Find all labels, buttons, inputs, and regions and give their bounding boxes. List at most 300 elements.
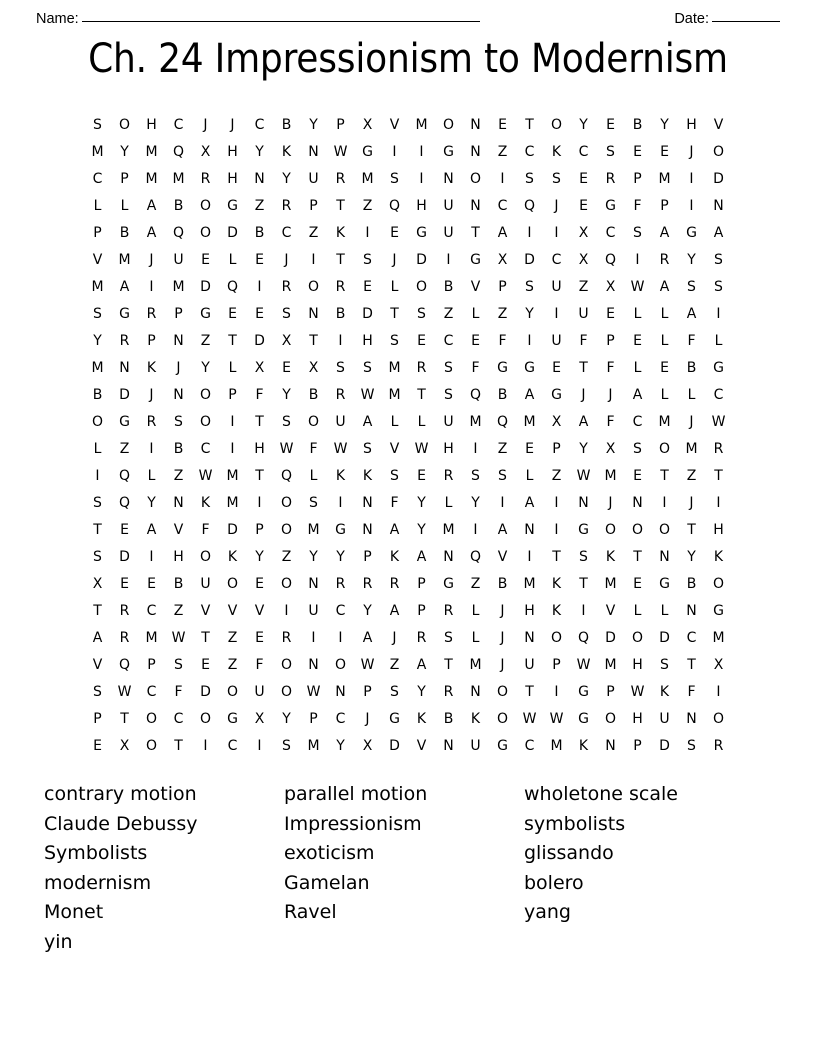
grid-cell[interactable]: U [254,684,265,700]
grid-cell[interactable]: S [93,684,102,700]
grid-cell[interactable]: Q [118,468,131,484]
grid-cell[interactable]: O [199,549,212,565]
grid-cell[interactable]: C [632,414,643,430]
grid-cell[interactable]: T [714,468,723,484]
grid-cell[interactable]: T [336,198,345,214]
grid-cell[interactable]: J [554,198,559,214]
word-list-item[interactable]: yang [524,901,571,924]
grid-cell[interactable]: D [227,522,238,538]
grid-cell[interactable]: R [335,171,346,187]
grid-cell[interactable]: F [606,414,615,430]
grid-cell[interactable]: K [578,738,589,754]
grid-cell[interactable]: I [419,144,424,160]
grid-cell[interactable]: M [145,630,158,646]
grid-cell[interactable]: T [471,225,480,241]
grid-cell[interactable]: Z [308,225,319,241]
grid-cell[interactable]: O [550,117,563,133]
grid-cell[interactable]: M [172,279,185,295]
grid-cell[interactable]: T [579,576,588,592]
grid-cell[interactable]: I [365,225,370,241]
grid-cell[interactable]: E [471,333,480,349]
grid-cell[interactable]: D [416,252,427,268]
grid-cell[interactable]: L [660,603,669,619]
grid-cell[interactable]: G [713,603,724,619]
grid-cell[interactable]: T [633,549,642,565]
grid-cell[interactable]: H [713,522,724,538]
grid-cell[interactable]: C [578,144,589,160]
grid-cell[interactable]: I [257,495,262,511]
grid-cell[interactable]: O [226,576,239,592]
grid-cell[interactable]: F [606,360,615,376]
grid-cell[interactable]: M [388,360,401,376]
grid-cell[interactable]: O [199,387,212,403]
grid-cell[interactable]: P [93,711,102,727]
grid-cell[interactable]: I [95,468,100,484]
grid-cell[interactable]: I [473,441,478,457]
grid-cell[interactable]: Z [686,468,697,484]
grid-cell[interactable]: M [145,171,158,187]
grid-cell[interactable]: P [633,171,642,187]
grid-cell[interactable]: T [660,468,669,484]
grid-cell[interactable]: O [199,225,212,241]
grid-cell[interactable]: F [687,333,696,349]
grid-cell[interactable]: Y [282,387,291,403]
grid-cell[interactable]: L [471,630,480,646]
grid-cell[interactable]: K [389,549,400,565]
grid-cell[interactable]: W [333,144,348,160]
grid-cell[interactable]: X [362,738,373,754]
grid-cell[interactable]: P [336,117,345,133]
word-list-item[interactable]: parallel motion [284,783,428,805]
grid-cell[interactable]: V [605,603,616,619]
grid-cell[interactable]: M [307,522,320,538]
grid-cell[interactable]: E [255,576,264,592]
grid-cell[interactable]: I [554,225,559,241]
grid-cell[interactable]: O [631,630,644,646]
grid-cell[interactable]: X [605,279,616,295]
grid-cell[interactable]: G [119,414,130,430]
grid-cell[interactable]: A [362,414,373,430]
grid-cell[interactable]: A [713,225,724,241]
grid-cell[interactable]: H [227,171,238,187]
grid-cell[interactable]: O [334,657,347,673]
grid-cell[interactable]: P [255,522,264,538]
grid-cell[interactable]: O [145,711,158,727]
grid-cell[interactable]: B [254,225,265,241]
grid-cell[interactable]: A [416,549,427,565]
grid-cell[interactable]: A [659,279,670,295]
grid-cell[interactable]: A [119,279,130,295]
grid-cell[interactable]: M [307,738,320,754]
grid-cell[interactable]: Z [362,198,373,214]
grid-cell[interactable]: B [686,576,697,592]
grid-cell[interactable]: G [605,198,616,214]
grid-cell[interactable]: O [658,441,671,457]
grid-cell[interactable]: G [227,198,238,214]
grid-cell[interactable]: W [279,441,294,457]
grid-cell[interactable]: S [282,306,291,322]
grid-cell[interactable]: B [632,117,643,133]
grid-cell[interactable]: Z [470,576,481,592]
grid-cell[interactable]: Z [227,630,238,646]
grid-cell[interactable]: B [119,225,130,241]
grid-cell[interactable]: Y [309,117,318,133]
grid-cell[interactable]: C [200,441,211,457]
grid-cell[interactable]: P [147,333,156,349]
grid-cell[interactable]: M [388,387,401,403]
grid-cell[interactable]: T [255,468,264,484]
name-write-in-line[interactable] [82,21,480,22]
grid-cell[interactable]: R [335,576,346,592]
grid-cell[interactable]: D [200,279,211,295]
grid-cell[interactable]: C [335,711,346,727]
grid-cell[interactable]: O [199,414,212,430]
grid-cell[interactable]: K [281,144,292,160]
grid-cell[interactable]: E [255,630,264,646]
grid-cell[interactable]: W [171,630,186,646]
grid-cell[interactable]: K [362,468,373,484]
grid-cell[interactable]: R [713,441,724,457]
grid-cell[interactable]: I [689,171,694,187]
grid-cell[interactable]: Y [282,711,291,727]
grid-cell[interactable]: N [470,684,481,700]
grid-cell[interactable]: N [119,360,130,376]
grid-cell[interactable]: L [660,333,669,349]
grid-cell[interactable]: X [551,414,562,430]
grid-cell[interactable]: U [659,711,670,727]
grid-cell[interactable]: D [524,252,535,268]
word-list-item[interactable]: modernism [44,871,152,894]
grid-cell[interactable]: G [578,684,589,700]
grid-cell[interactable]: P [228,387,237,403]
grid-cell[interactable]: S [363,252,372,268]
grid-cell[interactable]: A [92,630,103,646]
grid-cell[interactable]: V [416,738,427,754]
grid-cell[interactable]: I [635,252,640,268]
grid-cell[interactable]: L [417,414,426,430]
word-list-item[interactable]: bolero [524,871,584,894]
grid-cell[interactable]: O [91,414,104,430]
grid-cell[interactable]: E [147,576,156,592]
grid-cell[interactable]: V [470,279,481,295]
grid-cell[interactable]: F [633,198,642,214]
grid-cell[interactable]: L [471,603,480,619]
grid-cell[interactable]: O [712,576,725,592]
grid-cell[interactable]: E [120,576,129,592]
grid-cell[interactable]: S [714,252,723,268]
grid-cell[interactable]: Z [254,198,265,214]
grid-cell[interactable]: A [389,603,400,619]
grid-cell[interactable]: I [311,630,316,646]
date-write-in-line[interactable] [712,21,780,22]
grid-cell[interactable]: E [633,576,642,592]
grid-cell[interactable]: N [524,630,535,646]
grid-cell[interactable]: N [605,738,616,754]
grid-cell[interactable]: T [309,333,318,349]
grid-cell[interactable]: V [227,603,238,619]
grid-cell[interactable]: K [713,549,724,565]
grid-cell[interactable]: S [390,684,399,700]
grid-cell[interactable]: Z [551,468,562,484]
grid-cell[interactable]: O [280,657,293,673]
grid-cell[interactable]: B [497,387,508,403]
grid-cell[interactable]: S [93,495,102,511]
grid-cell[interactable]: O [280,495,293,511]
grid-cell[interactable]: E [201,252,210,268]
grid-cell[interactable]: S [417,306,426,322]
grid-cell[interactable]: U [443,225,454,241]
grid-cell[interactable]: W [576,657,591,673]
grid-cell[interactable]: W [117,684,132,700]
grid-cell[interactable]: O [145,738,158,754]
grid-cell[interactable]: C [443,333,454,349]
grid-cell[interactable]: G [497,738,508,754]
grid-cell[interactable]: E [552,360,561,376]
grid-cell[interactable]: B [443,279,454,295]
grid-cell[interactable]: K [470,711,481,727]
grid-cell[interactable]: S [660,657,669,673]
grid-cell[interactable]: M [550,738,563,754]
grid-cell[interactable]: A [659,225,670,241]
grid-cell[interactable]: N [335,684,346,700]
grid-cell[interactable]: U [308,171,319,187]
grid-cell[interactable]: O [442,117,455,133]
grid-cell[interactable]: L [390,414,399,430]
grid-cell[interactable]: L [633,603,642,619]
grid-cell[interactable]: O [712,144,725,160]
grid-cell[interactable]: F [255,657,264,673]
grid-cell[interactable]: S [444,387,453,403]
grid-cell[interactable]: M [604,657,617,673]
word-list-item[interactable]: symbolists [524,812,626,835]
grid-cell[interactable]: Q [118,495,131,511]
grid-cell[interactable]: D [227,225,238,241]
grid-cell[interactable]: D [200,684,211,700]
grid-cell[interactable]: Q [523,198,536,214]
grid-cell[interactable]: I [554,495,559,511]
grid-cell[interactable]: C [227,738,238,754]
grid-cell[interactable]: E [579,171,588,187]
grid-cell[interactable]: G [443,576,454,592]
grid-cell[interactable]: G [389,711,400,727]
grid-cell[interactable]: H [443,441,454,457]
grid-cell[interactable]: M [604,468,617,484]
grid-cell[interactable]: Y [579,441,588,457]
grid-cell[interactable]: R [146,414,157,430]
grid-cell[interactable]: A [497,225,508,241]
grid-cell[interactable]: A [146,225,157,241]
grid-cell[interactable]: I [149,549,154,565]
grid-cell[interactable]: R [416,360,427,376]
grid-cell[interactable]: I [662,495,667,511]
grid-cell[interactable]: T [417,387,426,403]
grid-cell[interactable]: O [415,279,428,295]
grid-cell[interactable]: R [443,684,454,700]
grid-cell[interactable]: N [362,522,373,538]
grid-cell[interactable]: Y [336,738,345,754]
word-list-item[interactable]: Claude Debussy [44,812,198,835]
grid-cell[interactable]: P [660,198,669,214]
grid-cell[interactable]: M [91,144,104,160]
grid-cell[interactable]: X [362,117,373,133]
grid-cell[interactable]: Z [497,306,508,322]
grid-cell[interactable]: I [230,414,235,430]
grid-cell[interactable]: X [254,711,265,727]
grid-cell[interactable]: Q [280,468,293,484]
grid-cell[interactable]: H [632,711,643,727]
grid-cell[interactable]: Z [119,441,130,457]
grid-cell[interactable]: M [226,495,239,511]
grid-cell[interactable]: R [416,630,427,646]
grid-cell[interactable]: J [365,711,370,727]
grid-cell[interactable]: S [309,495,318,511]
grid-cell[interactable]: H [362,333,373,349]
grid-cell[interactable]: J [230,117,235,133]
grid-cell[interactable]: E [93,738,102,754]
grid-cell[interactable]: E [498,117,507,133]
grid-cell[interactable]: P [147,657,156,673]
grid-cell[interactable]: C [146,684,157,700]
grid-cell[interactable]: F [201,522,210,538]
grid-cell[interactable]: T [336,252,345,268]
grid-cell[interactable]: K [227,549,238,565]
grid-cell[interactable]: L [633,360,642,376]
grid-cell[interactable]: S [633,441,642,457]
grid-cell[interactable]: G [659,576,670,592]
grid-cell[interactable]: Z [578,279,589,295]
grid-cell[interactable]: D [254,333,265,349]
grid-cell[interactable]: Q [577,630,590,646]
grid-cell[interactable]: I [338,630,343,646]
grid-cell[interactable]: D [389,738,400,754]
grid-cell[interactable]: O [199,198,212,214]
grid-cell[interactable]: A [146,198,157,214]
grid-cell[interactable]: I [500,171,505,187]
grid-cell[interactable]: W [630,279,645,295]
grid-cell[interactable]: O [604,711,617,727]
grid-cell[interactable]: R [119,603,130,619]
grid-cell[interactable]: T [579,360,588,376]
grid-cell[interactable]: O [550,630,563,646]
grid-cell[interactable]: D [659,630,670,646]
grid-cell[interactable]: E [633,468,642,484]
word-list-item[interactable]: yin [44,930,73,953]
grid-cell[interactable]: T [93,522,102,538]
grid-cell[interactable]: E [282,360,291,376]
grid-cell[interactable]: Y [417,684,426,700]
grid-cell[interactable]: I [716,684,721,700]
grid-cell[interactable]: A [362,630,373,646]
grid-cell[interactable]: F [579,333,588,349]
grid-cell[interactable]: S [633,225,642,241]
grid-cell[interactable]: Y [309,549,318,565]
grid-cell[interactable]: E [390,225,399,241]
grid-cell[interactable]: S [93,117,102,133]
grid-cell[interactable]: P [309,711,318,727]
grid-cell[interactable]: W [360,387,375,403]
grid-cell[interactable]: H [524,603,535,619]
grid-cell[interactable]: L [228,252,237,268]
grid-cell[interactable]: Q [469,549,482,565]
grid-cell[interactable]: S [444,630,453,646]
grid-cell[interactable]: X [119,738,130,754]
grid-cell[interactable]: N [443,549,454,565]
grid-cell[interactable]: S [606,144,615,160]
grid-cell[interactable]: A [632,387,643,403]
grid-cell[interactable]: T [174,738,183,754]
grid-cell[interactable]: Q [496,414,509,430]
grid-cell[interactable]: I [392,144,397,160]
grid-cell[interactable]: A [416,657,427,673]
grid-cell[interactable]: E [633,144,642,160]
grid-cell[interactable]: D [119,387,130,403]
grid-cell[interactable]: P [417,603,426,619]
grid-cell[interactable]: O [658,522,671,538]
grid-cell[interactable]: M [469,414,482,430]
grid-cell[interactable]: T [687,522,696,538]
grid-cell[interactable]: K [416,711,427,727]
grid-cell[interactable]: O [604,522,617,538]
grid-cell[interactable]: P [417,576,426,592]
grid-cell[interactable]: Y [282,171,291,187]
grid-cell[interactable]: K [605,549,616,565]
grid-cell[interactable]: N [470,198,481,214]
grid-cell[interactable]: S [471,468,480,484]
grid-cell[interactable]: C [254,117,265,133]
grid-cell[interactable]: Z [497,441,508,457]
grid-cell[interactable]: X [578,252,589,268]
grid-cell[interactable]: K [659,684,670,700]
grid-cell[interactable]: J [392,630,397,646]
grid-cell[interactable]: I [527,549,532,565]
word-list-item[interactable]: glissando [524,842,614,865]
grid-cell[interactable]: A [524,495,535,511]
grid-cell[interactable]: E [660,144,669,160]
grid-cell[interactable]: X [200,144,211,160]
grid-cell[interactable]: O [307,279,320,295]
grid-cell[interactable]: S [363,441,372,457]
grid-cell[interactable]: R [335,279,346,295]
grid-cell[interactable]: E [525,441,534,457]
grid-cell[interactable]: T [255,414,264,430]
grid-cell[interactable]: E [606,117,615,133]
grid-cell[interactable]: L [444,495,453,511]
grid-cell[interactable]: V [389,117,400,133]
grid-cell[interactable]: X [713,657,724,673]
grid-cell[interactable]: I [419,171,424,187]
grid-cell[interactable]: M [658,171,671,187]
grid-cell[interactable]: M [712,630,725,646]
grid-cell[interactable]: J [203,117,208,133]
grid-cell[interactable]: P [606,684,615,700]
grid-cell[interactable]: L [687,387,696,403]
grid-cell[interactable]: T [228,333,237,349]
grid-cell[interactable]: L [390,279,399,295]
grid-cell[interactable]: S [498,468,507,484]
grid-cell[interactable]: Z [497,144,508,160]
grid-cell[interactable]: O [496,711,509,727]
grid-cell[interactable]: J [608,495,613,511]
grid-cell[interactable]: C [173,117,184,133]
grid-cell[interactable]: R [146,306,157,322]
grid-cell[interactable]: R [200,171,211,187]
grid-cell[interactable]: L [93,198,102,214]
grid-cell[interactable]: E [660,360,669,376]
grid-cell[interactable]: B [308,387,319,403]
grid-cell[interactable]: G [362,144,373,160]
grid-cell[interactable]: W [414,441,429,457]
grid-cell[interactable]: M [523,414,536,430]
